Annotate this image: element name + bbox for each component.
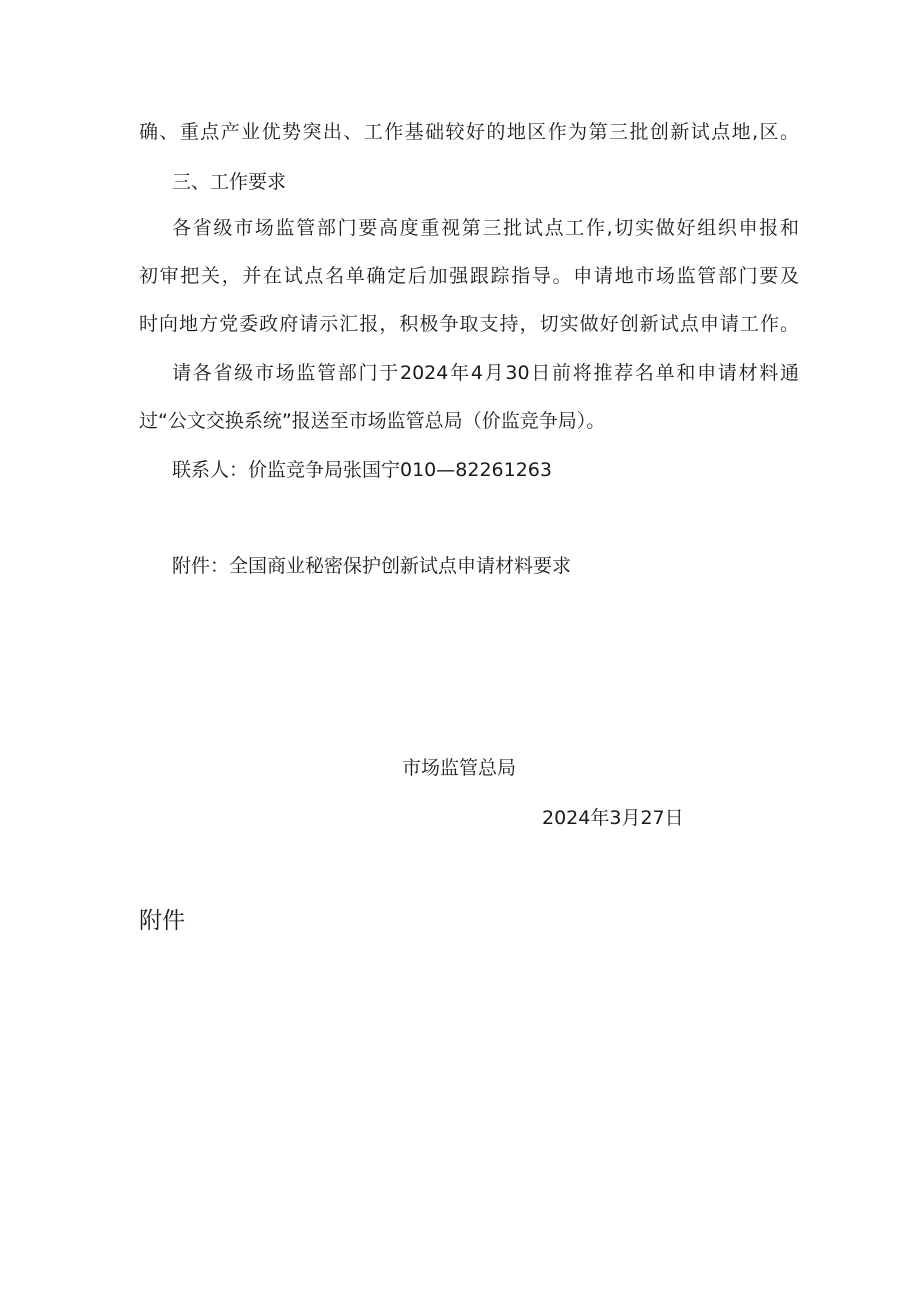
paragraph-2-line-2: 初审把关，并在试点名单确定后加强跟踪指导。申请地市场监管部门要及	[139, 265, 799, 287]
paragraph-1-tail: 确、重点产业优势突出、工作基础较好的地区作为第三批创新试点地,区。	[139, 121, 799, 143]
paragraph-2-line-1: 各省级市场监管部门要高度重视第三批试点工作,切实做好组织申报和	[172, 217, 799, 239]
paragraph-2-line-3: 时向地方党委政府请示汇报，积极争取支持，切实做好创新试点申请工作。	[139, 313, 799, 335]
issue-date: 2024年3月27日	[542, 807, 684, 829]
paragraph-3-line-1: 请各省级市场监管部门于2024年4月30日前将推荐名单和申请材料通	[172, 362, 799, 384]
attachment-note: 附件：全国商业秘密保护创新试点申请材料要求	[172, 555, 572, 577]
issuer-name: 市场监管总局	[402, 757, 517, 779]
section-3-heading: 三、工作要求	[172, 171, 287, 193]
paragraph-3-line-2: 过“公文交换系统”报送至市场监管总局（价监竞争局）。	[139, 410, 606, 432]
attachment-heading: 附件	[139, 908, 185, 934]
contact-line: 联系人：价监竞争局张国宁010—82261263	[172, 459, 552, 481]
